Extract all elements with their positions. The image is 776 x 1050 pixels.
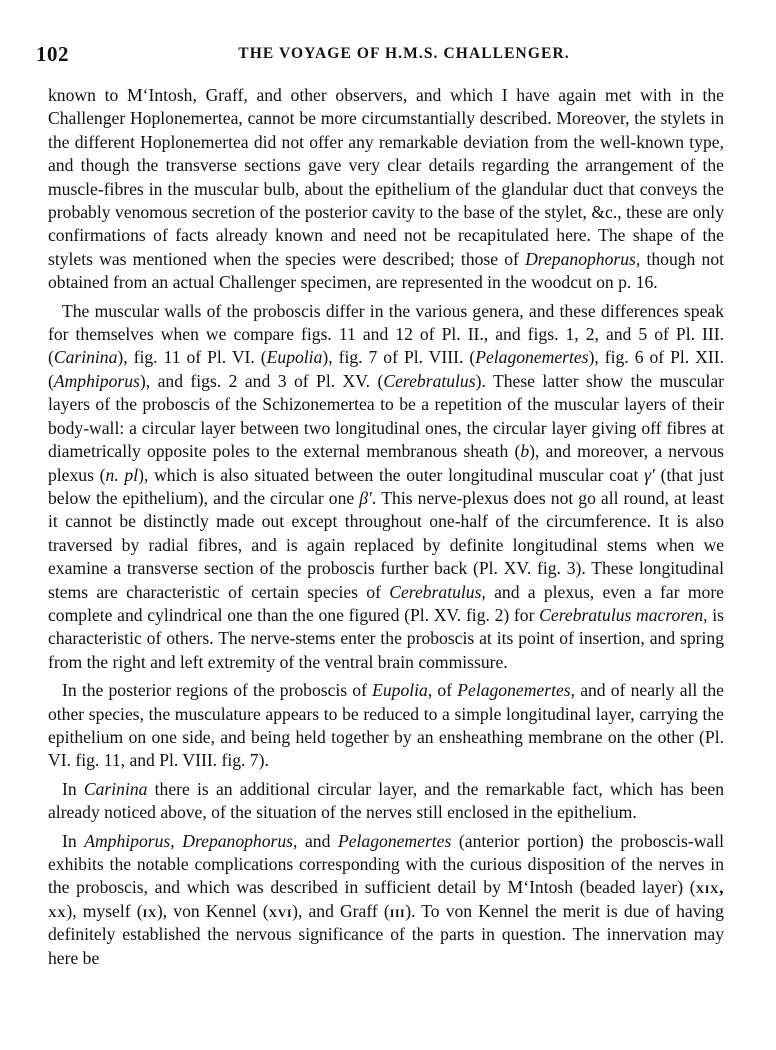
- italic-term: Amphiporus,: [84, 830, 175, 851]
- text-run: ), fig. 11 of Pl. VI. (: [117, 347, 267, 368]
- reference-numeral: xix, xx: [48, 877, 724, 921]
- italic-term: Pelagonemertes,: [457, 680, 576, 701]
- italic-term: Eupolia: [266, 347, 323, 368]
- text-run: ). To von Kennel the merit is due of having definitely established the nervous significance of the parts in question. The innervation may here be: [48, 900, 724, 968]
- text-run: In: [62, 830, 85, 851]
- text-run: and of nearly all the other species, the musculature appears to be reduced to a simple longitudinal layer, carrying the epithelium on one side, and being held together by an ensheathing membrane on the other (Pl. VI. fig. 11, and Pl. VIII. fig. 7).: [48, 680, 724, 771]
- text-run: known to M‘Intosh, Graff, and other observers, and which I have again met with in the Challenger Hoplonemertea, cannot be more circumstantially described. Moreover, the stylets in the different Hoplonemertea did not offer any remarkable deviation from the well-known type, and though the transverse sections gave very clear details regarding the arrangement of the muscle-fibres in the muscular bulb, about the epithelium of the glandular duct that conveys the probably venomous secretion of the posterior cavity to the base of the stylet, &c., these are only confirmations of facts already known and need not be recapitulated here. The shape of the stylets was mentioned when the species were described; those of: [48, 85, 724, 269]
- italic-term: Pelagonemertes: [337, 830, 452, 851]
- text-run: In the posterior regions of the proboscis of: [62, 680, 373, 701]
- paragraph-1: [48, 84, 724, 295]
- text-run: and a plexus, even a far more complete and cylindrical one than the one figured (Pl. XV. fig. 2) for: [48, 581, 724, 625]
- text-run: of: [432, 680, 458, 701]
- text-run: ), fig. 7 of Pl. VIII. (: [322, 347, 476, 368]
- italic-term: Eupolia,: [372, 680, 433, 701]
- text-run: In: [62, 778, 84, 799]
- reference-numeral: ix: [142, 900, 157, 921]
- text-run: ), and Graff (: [292, 900, 390, 921]
- italic-term: Carinina: [53, 347, 118, 368]
- italic-term: Amphiporus: [53, 370, 140, 391]
- italic-term: Drepanophorus,: [182, 830, 298, 851]
- paragraph-2: [48, 300, 724, 675]
- text-run: ), von Kennel (: [156, 900, 269, 921]
- text-run: ), fig. 6 of Pl. XII. (: [48, 347, 724, 391]
- text-run: is characteristic of others. The nerve-stems enter the proboscis at its point of insertion, and spring from the right and left extremity of the ventral brain commissure.: [48, 604, 724, 672]
- text-run: ), which is also situated between the outer longitudinal muscular coat: [138, 464, 645, 485]
- text-run: . This nerve-plexus does not go all round, at least it cannot be distinctly made out except throughout one-half of the circumference. It is also traversed by radial fibres, and is again replaced by definite longitudinal stems when we examine a transverse section of the proboscis further back (Pl. XV. fig. 3). These longitudinal stems are characteristic of certain species of: [48, 487, 724, 602]
- text-run: ), and figs. 2 and 3 of Pl. XV. (: [139, 370, 384, 391]
- italic-term: n. pl: [105, 464, 139, 485]
- page-number: 102: [36, 42, 69, 66]
- text-run: (that just below the epithelium), and the circular one: [48, 464, 724, 508]
- text-run: though not obtained from an actual Challenger specimen, are represented in the woodcut on p. 16.: [48, 248, 724, 293]
- text-run: there is an additional circular layer, and the remarkable fact, which has been already noticed above, of the situation of the nerves still enclosed in the epithelium.: [48, 778, 724, 823]
- italic-term: γ′: [644, 464, 655, 485]
- reference-numeral: xvi: [268, 900, 293, 921]
- reference-numeral: iii: [389, 900, 406, 921]
- text-run: ), myself (: [66, 900, 143, 921]
- paragraph-3: [48, 679, 724, 773]
- text-run: (anterior portion) the proboscis-wall exhibits the notable complications corresponding with the curious disposition of the nerves in the proboscis, and which was described in sufficient detail by M‘Intosh (beaded layer) (: [48, 830, 724, 898]
- text-run: The muscular walls of the proboscis differ in the various genera, and these differences speak for themselves when we compare figs. 11 and 12 of Pl. II., and figs. 1, 2, and 5 of Pl. III. (: [48, 300, 724, 368]
- text-run: and: [297, 830, 338, 851]
- italic-term: b: [520, 441, 530, 462]
- italic-term: Carinina: [83, 778, 148, 799]
- page-header: [36, 42, 730, 72]
- italic-term: Drepanophorus,: [525, 248, 641, 269]
- italic-term: β′: [359, 487, 372, 508]
- running-title: THE VOYAGE OF H.M.S. CHALLENGER.: [238, 45, 570, 62]
- text-run: ), and moreover, a nervous plexus (: [48, 441, 724, 485]
- italic-term: Cerebratulus: [383, 370, 476, 391]
- italic-term: Pelagonemertes: [475, 347, 589, 368]
- italic-term: Cerebratulus macroren,: [539, 604, 708, 625]
- paragraph-5: [48, 830, 724, 970]
- paragraph-4: [48, 778, 724, 825]
- body-text: [48, 84, 724, 975]
- italic-term: Cerebratulus,: [389, 581, 486, 602]
- text-run: ). These latter show the muscular layers of the proboscis of the Schizonemertea to be a repetition of the muscular layers of their body-wall: a circular layer between two longitudinal ones, the circular layer giving off fibres at diametrically opposite poles to the external membranous sheath (: [48, 370, 724, 462]
